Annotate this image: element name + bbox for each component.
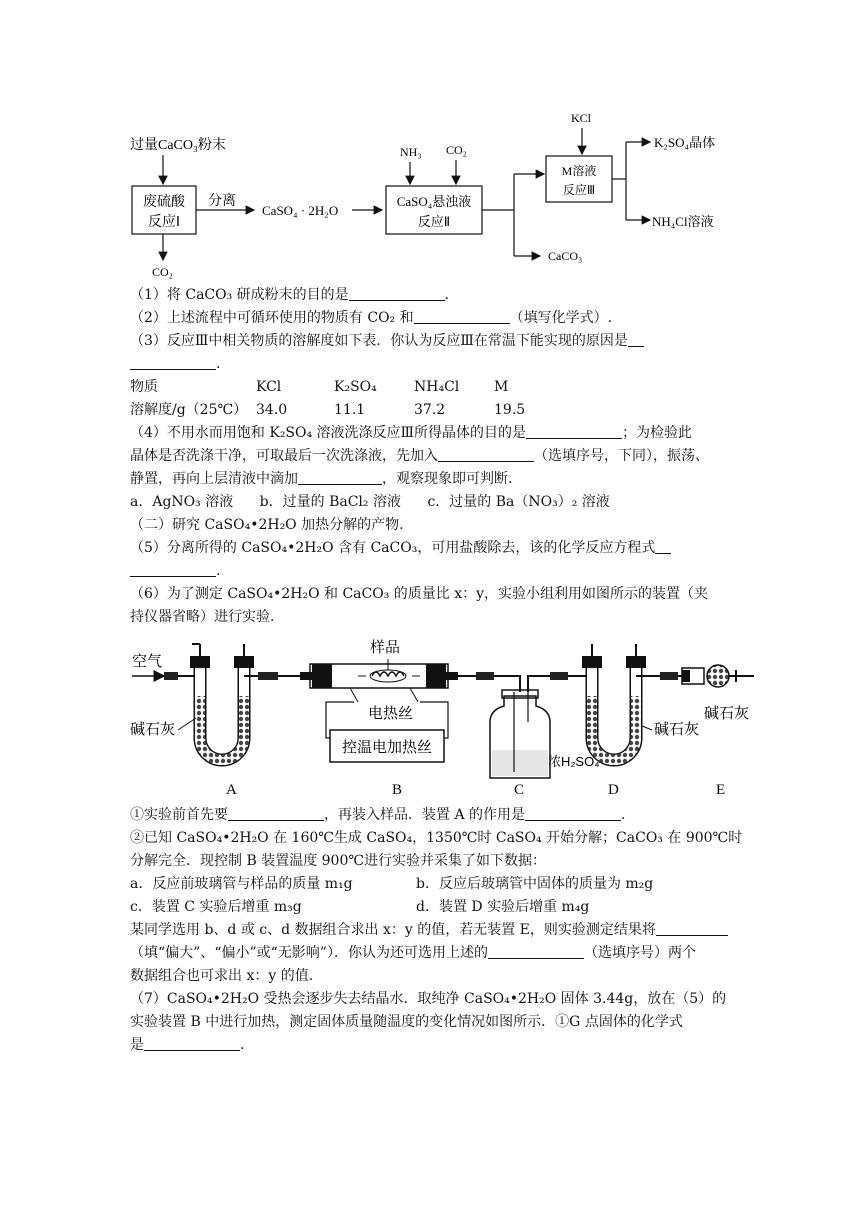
conc-acid-label: 浓H₂SO₄ xyxy=(548,754,600,769)
questions-part-1 xyxy=(130,284,740,629)
answer-blank-q2[interactable] xyxy=(414,309,510,324)
wash-bottle-c xyxy=(490,690,550,778)
reactor-3-line2: 反应Ⅲ xyxy=(562,183,596,197)
heating-tube-b xyxy=(300,659,458,702)
reactor-2-line2: 反应Ⅱ xyxy=(417,214,451,229)
question-4-cont2: 静置，再向上层清液中滴加 ，观察现象即可判断. xyxy=(130,471,513,487)
soda-lime-d-label: 碱石灰 xyxy=(654,721,700,738)
question-4-options xyxy=(130,491,740,514)
label-a: A xyxy=(226,782,237,798)
question-6: （6）为了测定 CaSO₄•2H₂O 和 CaCO₃ 的质量比 x：y，实验小组利用如图所示的装置（夹 xyxy=(130,586,709,602)
label-b: B xyxy=(392,782,403,798)
intermediate-product: CaSO₄ · 2H₂O xyxy=(262,203,339,218)
table-header-k2so4: K₂SO₄ xyxy=(334,379,377,395)
table-header-substance: 物质 xyxy=(130,379,158,395)
co2-out-label: CO₂ xyxy=(152,265,173,279)
heater-wire-label: 电热丝 xyxy=(368,705,414,722)
table-header-m: M xyxy=(494,379,509,395)
question-5-cont: . xyxy=(130,560,740,583)
question-3-cont: . xyxy=(130,353,740,376)
temp-control-label: 控温电加热丝 xyxy=(341,739,433,756)
nh4cl-output: NH₄Cl溶液 xyxy=(652,214,714,229)
answer-blank-q3-start[interactable] xyxy=(628,332,644,347)
data-row-1 xyxy=(130,873,740,896)
question-7-cont2: 是 . xyxy=(130,1037,245,1053)
question-4-cont: 晶体是否洗涤干净，可取最后一次洗涤液，先加入 （选填序号，下同），振荡、 xyxy=(130,448,709,464)
answer-blank-q5[interactable] xyxy=(130,562,216,577)
question-5: （5）分离所得的 CaSO₄•2H₂O 含有 CaCO₃，可用盐酸除去，该的化学反应方程式 xyxy=(130,537,740,560)
label-d: D xyxy=(608,782,619,798)
flow-input-label: 过量CaCO₃粉末 xyxy=(130,138,226,153)
label-e: E xyxy=(716,782,726,798)
data-c: c．装置 C 实验后增重 m₃g xyxy=(130,899,302,915)
reactor-1-line1: 废硫酸 xyxy=(143,195,185,210)
k2so4-output: K₂SO₄晶体 xyxy=(654,135,716,150)
answer-blank-q4-purpose[interactable] xyxy=(526,424,622,439)
nh3-label: NH₃ xyxy=(400,145,422,159)
step-1: ①实验前首先要 ，再装入样品．装置 A 的作用是 . xyxy=(130,807,626,823)
caco3-out-label: CaCO₃ xyxy=(548,249,583,263)
sample-label: 样品 xyxy=(370,639,401,656)
step-3: 某同学选用 b、d 或 c、d 数据组合求出 x：y 的值，若无装置 E，则实验测定结果将 xyxy=(130,919,740,942)
co2-in-label: CO₂ xyxy=(446,143,467,157)
solubility-table-row xyxy=(130,399,740,422)
answer-blank-q4-first[interactable] xyxy=(438,447,534,462)
question-7: （7）CaSO₄•2H₂O 受热会逐步失去结晶水．取纯净 CaSO₄•2H₂O 固体 3.44g，放在（5）的 xyxy=(130,991,727,1007)
table-cell-label: 溶解度/g（25℃） xyxy=(130,402,248,418)
answer-blank-q7[interactable] xyxy=(144,1036,240,1051)
solubility-table-header xyxy=(130,376,740,399)
reactor-2-line1: CaSO₄悬浊液 xyxy=(396,194,472,209)
option-a: a．AgNO₃ 溶液 xyxy=(130,494,234,510)
table-cell-m: 19.5 xyxy=(494,402,526,418)
air-label: 空气 xyxy=(132,653,163,670)
question-4: （4）不用水而用饱和 K₂SO₄ 溶液洗涤反应Ⅲ所得晶体的目的是 ；为检验此 xyxy=(130,425,693,441)
step-2-cont: 分解完全．现控制 B 装置温度 900℃进行实验并采集了如下数据： xyxy=(130,853,547,869)
u-tube-a xyxy=(190,644,254,760)
table-cell-kcl: 34.0 xyxy=(256,402,288,418)
answer-blank-step3-second[interactable] xyxy=(488,944,584,959)
answer-blank-q3[interactable] xyxy=(130,355,216,370)
option-c: c．过量的 Ba（NO₃）₂ 溶液 xyxy=(427,494,610,510)
questions-part-2 xyxy=(130,804,743,1057)
option-b: b．过量的 BaCl₂ 溶液 xyxy=(259,494,401,510)
data-row-2 xyxy=(130,896,740,919)
part-2-heading: （二）研究 CaSO₄•2H₂O 加热分解的产物. xyxy=(130,517,404,533)
answer-blank-step1-second[interactable] xyxy=(525,806,621,821)
drying-tube-e xyxy=(682,665,754,687)
table-cell-k2so4: 11.1 xyxy=(334,402,366,418)
soda-lime-a-label: 碱石灰 xyxy=(130,721,176,738)
data-b: b．反应后玻璃管中固体的质量为 m₂g xyxy=(416,876,654,892)
step-2: ②已知 CaSO₄•2H₂O 在 160℃生成 CaSO₄，1350℃时 CaSO₄ 开始分解；CaCO₃ 在 900℃时 xyxy=(130,830,743,846)
label-c: C xyxy=(514,782,525,798)
answer-blank-step1-first[interactable] xyxy=(228,806,324,821)
process-flowchart xyxy=(120,102,760,284)
kcl-label: KCl xyxy=(571,111,592,125)
data-d: d．装置 D 实验后增重 m₄g xyxy=(416,899,590,915)
table-cell-nh4cl: 37.2 xyxy=(414,402,446,418)
step-3-cont: （填“偏大”、“偏小”或“无影响”）．你认为还可选用上述的 （选填序号）两个 xyxy=(130,945,696,961)
answer-blank-q4-second[interactable] xyxy=(298,470,382,485)
table-header-nh4cl: NH₄Cl xyxy=(414,379,460,395)
answer-blank-q1[interactable] xyxy=(349,286,445,301)
question-1: （1）将 CaCO₃ 研成粉末的目的是 . xyxy=(130,287,450,303)
soda-lime-e-label: 碱石灰 xyxy=(704,705,750,722)
question-6-cont: 持仪器省略）进行实验. xyxy=(130,609,275,625)
data-a: a．反应前玻璃管与样品的质量 m₁g xyxy=(130,876,353,892)
question-7-cont: 实验装置 B 中进行加热，测定固体质量随温度的变化情况如图所示．①G 点固体的化学式 xyxy=(130,1014,683,1030)
table-header-kcl: KCl xyxy=(256,379,282,395)
step-3-cont2: 数据组合也可求出 x：y 的值. xyxy=(130,968,314,984)
experiment-apparatus-diagram xyxy=(130,626,760,804)
separation-label: 分离 xyxy=(208,194,236,209)
u-tube-d xyxy=(582,644,646,760)
answer-blank-q5-start[interactable] xyxy=(655,539,671,554)
answer-blank-step3-first[interactable] xyxy=(656,921,728,936)
reactor-1-line2: 反应Ⅰ xyxy=(147,215,181,230)
question-2: （2）上述流程中可循环使用的物质有 CO₂ 和 （填写化学式）. xyxy=(130,310,613,326)
reactor-3-line1: M溶液 xyxy=(561,164,597,178)
question-3: （3）反应Ⅲ中相关物质的溶解度如下表．你认为反应Ⅲ在常温下能实现的原因是 xyxy=(130,330,740,353)
